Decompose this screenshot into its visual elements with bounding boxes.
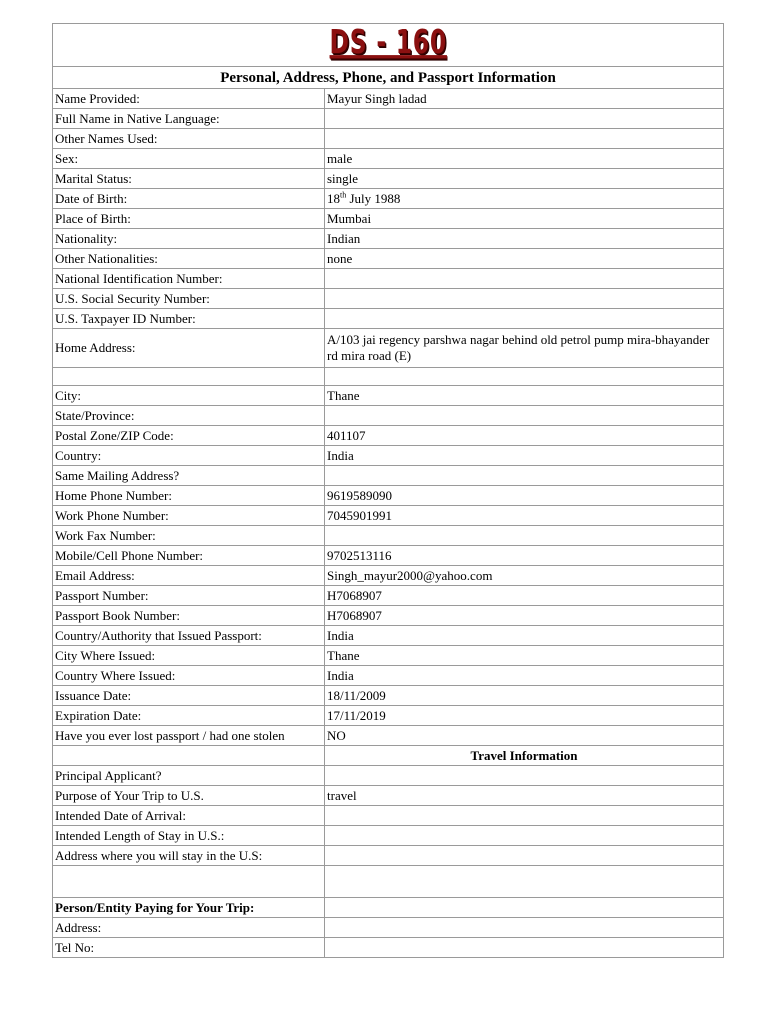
field-value [325, 526, 724, 546]
field-value: 7045901991 [325, 506, 724, 526]
empty-cell [53, 746, 325, 766]
table-row [53, 646, 724, 666]
table-row [53, 466, 724, 486]
field-label: Address: [53, 918, 325, 938]
field-label: Address where you will stay in the U.S: [53, 846, 325, 866]
field-value: H7068907 [325, 586, 724, 606]
title-row [53, 24, 724, 67]
section-header-travel [53, 746, 724, 766]
field-label: Same Mailing Address? [53, 466, 325, 486]
table-row [53, 149, 724, 169]
field-value: travel [325, 786, 724, 806]
section-title-travel: Travel Information [325, 746, 724, 766]
payer-heading-row [53, 898, 724, 918]
table-row [53, 686, 724, 706]
field-value: 9619589090 [325, 486, 724, 506]
field-value: 18/11/2009 [325, 686, 724, 706]
travel-rows [53, 766, 724, 866]
field-value: Singh_mayur2000@yahoo.com [325, 566, 724, 586]
field-label: Marital Status: [53, 169, 325, 189]
field-value: none [325, 249, 724, 269]
table-row [53, 786, 724, 806]
field-label: City Where Issued: [53, 646, 325, 666]
field-value: India [325, 666, 724, 686]
blank-row [53, 368, 724, 386]
field-value-home-address: A/103 jai regency parshwa nagar behind old petrol pump mira-bhayander rd mira road (E) [325, 329, 724, 368]
field-label: U.S. Taxpayer ID Number: [53, 309, 325, 329]
field-label: Place of Birth: [53, 209, 325, 229]
table-row [53, 806, 724, 826]
field-value [325, 826, 724, 846]
field-label: Email Address: [53, 566, 325, 586]
field-label: Purpose of Your Trip to U.S. [53, 786, 325, 806]
field-value: NO [325, 726, 724, 746]
field-label: Name Provided: [53, 89, 325, 109]
field-label: Country: [53, 446, 325, 466]
ds160-form-sheet [52, 23, 723, 958]
table-row [53, 446, 724, 466]
table-row [53, 229, 724, 249]
field-value: Thane [325, 646, 724, 666]
table-row [53, 209, 724, 229]
table-row [53, 826, 724, 846]
table-row [53, 289, 724, 309]
field-label: Work Fax Number: [53, 526, 325, 546]
field-value [325, 766, 724, 786]
field-value [325, 309, 724, 329]
table-row [53, 626, 724, 646]
field-value: Thane [325, 386, 724, 406]
field-label: Home Address: [53, 329, 325, 368]
empty-cell [53, 368, 325, 386]
field-value: 401107 [325, 426, 724, 446]
field-label: Principal Applicant? [53, 766, 325, 786]
empty-cell [53, 866, 325, 898]
field-value: India [325, 446, 724, 466]
form-title: DS - 160 [329, 23, 447, 62]
field-value [325, 269, 724, 289]
section-header-personal [53, 67, 724, 89]
empty-cell [325, 368, 724, 386]
table-row [53, 269, 724, 289]
field-label: Passport Book Number: [53, 606, 325, 626]
payer-rows [53, 918, 724, 958]
table-row [53, 426, 724, 446]
field-label: Nationality: [53, 229, 325, 249]
table-row [53, 386, 724, 406]
field-label: Country/Authority that Issued Passport: [53, 626, 325, 646]
field-value: 17/11/2019 [325, 706, 724, 726]
field-label: National Identification Number: [53, 269, 325, 289]
field-value [325, 406, 724, 426]
table-row [53, 109, 724, 129]
field-value [325, 938, 724, 958]
field-label: Postal Zone/ZIP Code: [53, 426, 325, 446]
payer-heading: Person/Entity Paying for Your Trip: [53, 898, 325, 918]
table-row [53, 566, 724, 586]
field-value [325, 289, 724, 309]
field-label: U.S. Social Security Number: [53, 289, 325, 309]
field-label: Intended Date of Arrival: [53, 806, 325, 826]
table-row [53, 486, 724, 506]
field-value [325, 466, 724, 486]
field-label: Other Nationalities: [53, 249, 325, 269]
field-value [325, 109, 724, 129]
section-title-personal: Personal, Address, Phone, and Passport Information [53, 67, 724, 89]
table-row [53, 726, 724, 746]
empty-cell [325, 866, 724, 898]
personal-rows-2 [53, 209, 724, 329]
table-row [53, 249, 724, 269]
table-row [53, 406, 724, 426]
field-label: Other Names Used: [53, 129, 325, 149]
form-table [52, 23, 724, 958]
personal-rows [53, 89, 724, 189]
address-rows [53, 386, 724, 746]
field-label: Full Name in Native Language: [53, 109, 325, 129]
table-row [53, 546, 724, 566]
field-label: Mobile/Cell Phone Number: [53, 546, 325, 566]
field-value-dob [325, 189, 724, 209]
field-value: H7068907 [325, 606, 724, 626]
blank-row [53, 866, 724, 898]
table-row [53, 666, 724, 686]
table-row [53, 586, 724, 606]
field-label: Country Where Issued: [53, 666, 325, 686]
table-row [53, 766, 724, 786]
table-row [53, 606, 724, 626]
dob-day: 18 [327, 190, 340, 206]
table-row [53, 526, 724, 546]
field-label: Home Phone Number: [53, 486, 325, 506]
table-row-home-address [53, 329, 724, 368]
field-label: Passport Number: [53, 586, 325, 606]
field-value: India [325, 626, 724, 646]
field-value: Mayur Singh ladad [325, 89, 724, 109]
field-label: City: [53, 386, 325, 406]
field-label: State/Province: [53, 406, 325, 426]
table-row [53, 169, 724, 189]
field-label: Tel No: [53, 938, 325, 958]
title-cell [53, 24, 724, 67]
empty-cell [325, 898, 724, 918]
field-value: male [325, 149, 724, 169]
table-row [53, 846, 724, 866]
field-label: Expiration Date: [53, 706, 325, 726]
field-value: 9702513116 [325, 546, 724, 566]
field-value: single [325, 169, 724, 189]
field-value [325, 918, 724, 938]
table-row [53, 309, 724, 329]
table-row [53, 918, 724, 938]
field-value [325, 846, 724, 866]
field-label: Sex: [53, 149, 325, 169]
dob-rest: July 1988 [346, 190, 401, 206]
dob-suffix: th [340, 190, 347, 200]
table-row [53, 706, 724, 726]
field-label: Date of Birth: [53, 189, 325, 209]
field-label: Issuance Date: [53, 686, 325, 706]
field-label: Have you ever lost passport / had one stolen [53, 726, 325, 746]
field-label: Work Phone Number: [53, 506, 325, 526]
table-row [53, 129, 724, 149]
table-row [53, 89, 724, 109]
table-row [53, 938, 724, 958]
field-value [325, 806, 724, 826]
field-label: Intended Length of Stay in U.S.: [53, 826, 325, 846]
field-value: Indian [325, 229, 724, 249]
table-row [53, 506, 724, 526]
field-value [325, 129, 724, 149]
field-value: Mumbai [325, 209, 724, 229]
table-row [53, 189, 724, 209]
